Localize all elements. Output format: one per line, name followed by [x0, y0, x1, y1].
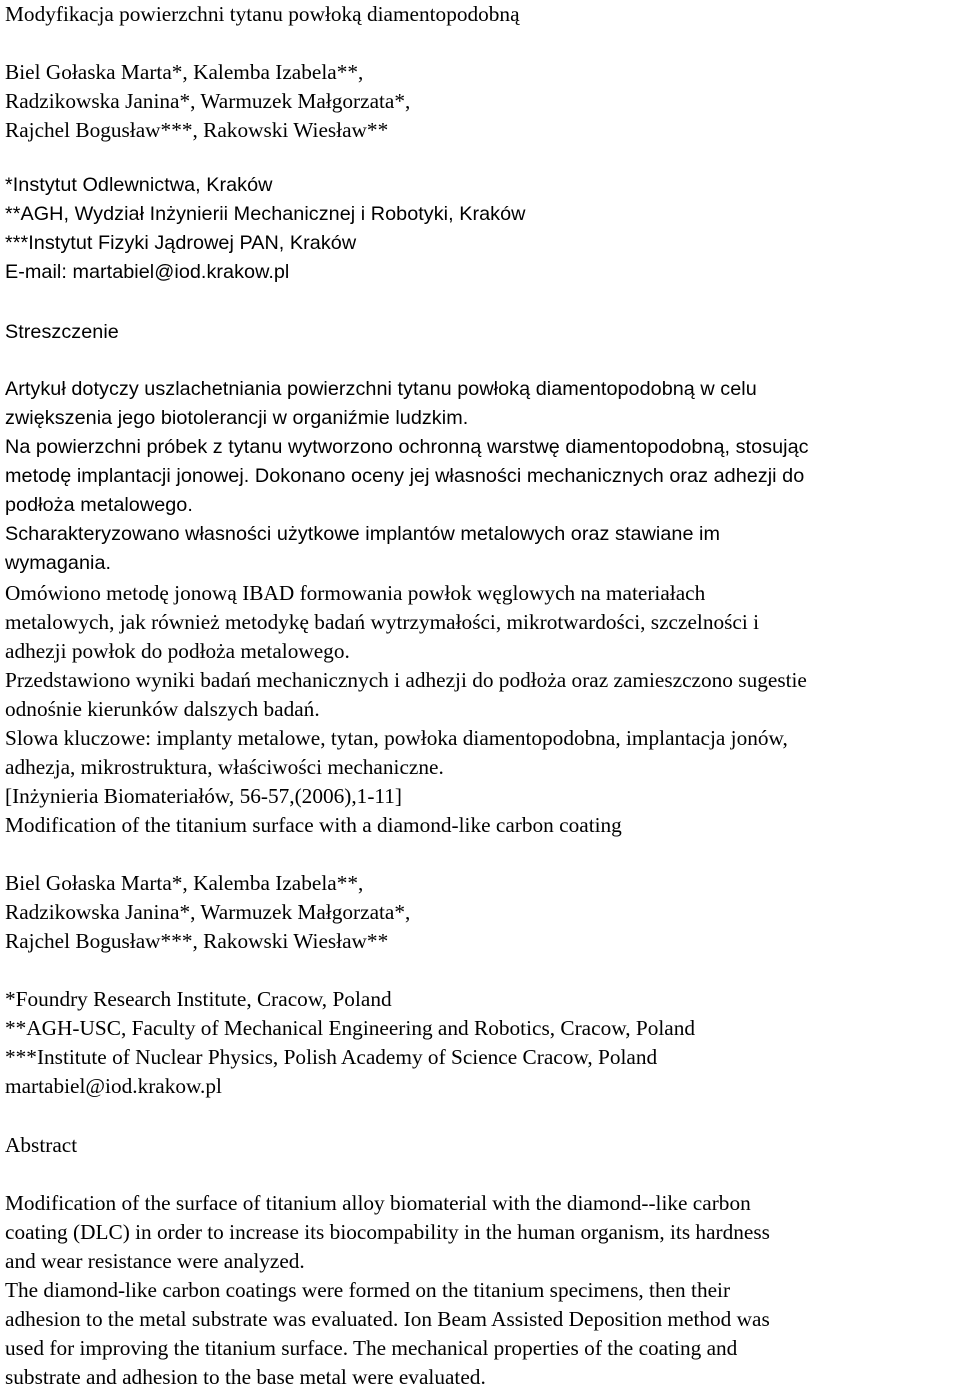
english-abstract-line: used for improving the titanium surface. The mechanical properties of the coating and	[5, 1336, 738, 1360]
polish-body-line: adhezja, mikrostruktura, właściwości mechaniczne.	[5, 755, 444, 779]
english-title: Modification of the titanium surface with a diamond-like carbon coating	[5, 813, 622, 837]
english-affiliation-line: **AGH-USC, Faculty of Mechanical Engineering and Robotics, Cracow, Poland	[5, 1016, 696, 1040]
polish-abstract	[5, 375, 809, 578]
polish-title: Modyfikacja powierzchni tytanu powłoką diamentopodobną	[5, 2, 520, 26]
polish-affiliations	[5, 171, 525, 287]
polish-authors	[5, 58, 410, 145]
polish-abstract-heading: Streszczenie	[5, 321, 119, 343]
polish-body-line: metalowych, jak również metodykę badań wytrzymałości, mikrotwardości, szczelności i	[5, 610, 760, 634]
polish-abstract-line: Scharakteryzowano własności użytkowe implantów metalowych oraz stawiane im	[5, 523, 721, 545]
polish-abstract-line: zwiększenia jego biotolerancji w organiźmie ludzkim.	[5, 407, 469, 429]
polish-author-line: Radzikowska Janina*, Warmuzek Małgorzata*,	[5, 89, 411, 113]
polish-abstract-line: Artykuł dotyczy uszlachetniania powierzchni tytanu powłoką diamentopodobną w celu	[5, 378, 757, 400]
polish-body	[5, 579, 807, 811]
english-author-line: Biel Gołaska Marta*, Kalemba Izabela**,	[5, 871, 364, 895]
english-abstract-line: adhesion to the metal substrate was evaluated. Ion Beam Assisted Deposition method was	[5, 1307, 770, 1331]
english-abstract	[5, 1189, 770, 1392]
polish-abstract-line: wymagania.	[5, 552, 112, 574]
polish-abstract-line: metodę implantacji jonowej. Dokonano oceny jej własności mechanicznych oraz adhezji do	[5, 465, 805, 487]
english-abstract-heading: Abstract	[5, 1133, 78, 1157]
polish-affiliation-line: *Instytut Odlewnictwa, Kraków	[5, 174, 273, 196]
english-email: martabiel@iod.krakow.pl	[5, 1074, 222, 1098]
polish-abstract-line: podłoża metalowego.	[5, 494, 193, 516]
polish-citation: [Inżynieria Biomateriałów, 56-57,(2006),1-11]	[5, 784, 403, 808]
polish-body-line: odnośnie kierunków dalszych badań.	[5, 697, 320, 721]
english-affiliation-line: ***Institute of Nuclear Physics, Polish Academy of Science Cracow, Poland	[5, 1045, 658, 1069]
english-abstract-line: The diamond-like carbon coatings were formed on the titanium specimens, then their	[5, 1278, 731, 1302]
english-affiliations	[5, 985, 695, 1101]
polish-author-line: Rajchel Bogusław***, Rakowski Wiesław**	[5, 118, 389, 142]
english-author-line: Rajchel Bogusław***, Rakowski Wiesław**	[5, 929, 389, 953]
english-authors	[5, 869, 410, 956]
polish-email: E-mail: martabiel@iod.krakow.pl	[5, 261, 290, 283]
polish-body-line: adhezji powłok do podłoża metalowego.	[5, 639, 350, 663]
english-abstract-line: substrate and adhesion to the base metal were evaluated.	[5, 1365, 486, 1389]
polish-author-line: Biel Gołaska Marta*, Kalemba Izabela**,	[5, 60, 364, 84]
polish-affiliation-line: ***Instytut Fizyki Jądrowej PAN, Kraków	[5, 232, 357, 254]
polish-abstract-line: Na powierzchni próbek z tytanu wytworzono ochronną warstwę diamentopodobną, stosując	[5, 436, 809, 458]
polish-body-line: Omówiono metodę jonową IBAD formowania powłok węglowych na materiałach	[5, 581, 706, 605]
english-abstract-line: and wear resistance were analyzed.	[5, 1249, 305, 1273]
english-author-line: Radzikowska Janina*, Warmuzek Małgorzata*,	[5, 900, 411, 924]
polish-body-line: Slowa kluczowe: implanty metalowe, tytan, powłoka diamentopodobna, implantacja jonów,	[5, 726, 788, 750]
english-abstract-line: Modification of the surface of titanium alloy biomaterial with the diamond--like carbon	[5, 1191, 751, 1215]
polish-body-line: Przedstawiono wyniki badań mechanicznych i adhezji do podłoża oraz zamieszczono sugestie	[5, 668, 807, 692]
polish-affiliation-line: **AGH, Wydział Inżynierii Mechanicznej i Robotyki, Kraków	[5, 203, 526, 225]
english-abstract-line: coating (DLC) in order to increase its biocompability in the human organism, its hardness	[5, 1220, 770, 1244]
english-affiliation-line: *Foundry Research Institute, Cracow, Poland	[5, 987, 392, 1011]
